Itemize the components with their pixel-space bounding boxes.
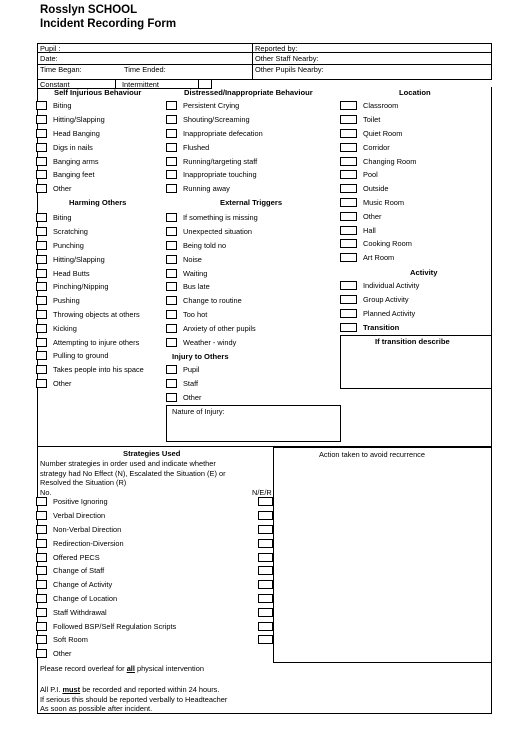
list-item[interactable]: Outside: [340, 182, 416, 196]
number-box[interactable]: [36, 566, 47, 575]
list-item[interactable]: Punching: [36, 239, 144, 253]
transition-describe-label: If transition describe: [375, 337, 450, 346]
checkbox[interactable]: [166, 269, 177, 278]
intermittent-option[interactable]: Intermittent: [122, 79, 159, 89]
self-injurious-list: [36, 99, 105, 196]
list-item[interactable]: Banging arms: [36, 154, 105, 168]
checkbox[interactable]: [36, 184, 47, 193]
list-item[interactable]: Weather - windy: [166, 335, 258, 349]
checkbox[interactable]: [166, 282, 177, 291]
list-item[interactable]: Inappropriate touching: [166, 168, 263, 182]
checkbox[interactable]: [166, 170, 177, 179]
list-item[interactable]: Group Activity: [340, 293, 419, 307]
checkbox[interactable]: [36, 310, 47, 319]
asap-note: As soon as possible after incident.: [40, 704, 153, 713]
checkbox[interactable]: [166, 365, 177, 374]
list-item[interactable]: Planned Activity: [340, 307, 419, 321]
checkbox[interactable]: [166, 227, 177, 236]
checkbox[interactable]: [340, 170, 357, 179]
checkbox[interactable]: [340, 198, 357, 207]
checkbox[interactable]: [36, 143, 47, 152]
list-item[interactable]: Change to routine: [166, 294, 258, 308]
checkbox[interactable]: [36, 351, 47, 360]
checkbox[interactable]: [36, 170, 47, 179]
checkbox[interactable]: [166, 101, 177, 110]
school-name: Rosslyn SCHOOL: [40, 4, 138, 16]
ner-box[interactable]: [258, 608, 273, 617]
distressed-heading: Distressed/Inappropriate Behaviour: [184, 88, 313, 97]
ner-box[interactable]: [258, 635, 273, 644]
list-item[interactable]: [340, 320, 419, 334]
checkbox[interactable]: [340, 295, 357, 304]
list-item[interactable]: Changing Room: [340, 154, 416, 168]
checkbox[interactable]: [340, 309, 357, 318]
other-staff-field[interactable]: Other Staff Nearby:: [255, 54, 319, 63]
ner-box[interactable]: [258, 622, 273, 631]
checkbox[interactable]: [166, 310, 177, 319]
transition-describe-box[interactable]: [340, 335, 492, 389]
injury-to-others-list: [166, 363, 201, 404]
checkbox[interactable]: [166, 115, 177, 124]
ner-box[interactable]: [258, 525, 273, 534]
action-taken-label: Action taken to avoid recurrence: [319, 450, 425, 459]
number-box[interactable]: [36, 649, 47, 658]
checkbox[interactable]: [340, 253, 357, 262]
overleaf-note: Please record overleaf for all physical intervention: [40, 664, 204, 673]
checkbox[interactable]: [36, 379, 47, 388]
list-item[interactable]: Individual Activity: [340, 279, 419, 293]
list-item[interactable]: Toilet: [340, 113, 416, 127]
strategies-instructions-3: Resolved the Situation (R): [40, 478, 127, 487]
ner-box[interactable]: [258, 511, 273, 520]
list-item[interactable]: Noise: [166, 252, 258, 266]
distressed-list: [166, 99, 263, 196]
constant-option[interactable]: Constant: [40, 79, 70, 89]
checkbox[interactable]: [340, 212, 357, 221]
strategies-heading: Strategies Used: [123, 449, 181, 458]
serious-note: If serious this should be reported verbally to Headteacher: [40, 695, 228, 704]
list-item[interactable]: If something is missing: [166, 211, 258, 225]
list-item[interactable]: Redirection-Diversion: [36, 536, 176, 550]
checkbox[interactable]: [166, 379, 177, 388]
list-item[interactable]: Hitting/Slapping: [36, 252, 144, 266]
list-item[interactable]: Biting: [36, 211, 144, 225]
ner-box[interactable]: [258, 580, 273, 589]
list-item[interactable]: Takes people into his space: [36, 363, 144, 377]
details-divider: [252, 43, 253, 80]
checkbox[interactable]: [166, 213, 177, 222]
checkbox[interactable]: [36, 115, 47, 124]
ner-box[interactable]: [258, 539, 273, 548]
list-item[interactable]: Scratching: [36, 225, 144, 239]
list-item[interactable]: Hall: [340, 223, 416, 237]
checkbox[interactable]: [36, 129, 47, 138]
number-box[interactable]: [36, 580, 47, 589]
number-box[interactable]: [36, 553, 47, 562]
checkbox[interactable]: [340, 226, 357, 235]
list-item[interactable]: Being told no: [166, 239, 258, 253]
action-taken-box[interactable]: [273, 447, 492, 663]
checkbox[interactable]: [340, 101, 357, 110]
reported-by-field[interactable]: Reported by:: [255, 43, 298, 53]
number-box[interactable]: [36, 539, 47, 548]
self-injurious-heading: Self Injurious Behaviour: [54, 88, 142, 97]
list-item[interactable]: Soft Room: [36, 633, 176, 647]
number-box[interactable]: [36, 622, 47, 631]
list-item[interactable]: Hitting/Slapping: [36, 113, 105, 127]
time-ended-field[interactable]: Time Ended:: [124, 65, 166, 74]
location-heading: Location: [399, 88, 431, 97]
checkbox[interactable]: [36, 338, 47, 347]
ner-box[interactable]: [258, 566, 273, 575]
checkbox[interactable]: [340, 143, 357, 152]
checkbox[interactable]: [166, 241, 177, 250]
checkbox[interactable]: [340, 281, 357, 290]
pupil-field[interactable]: Pupil :: [40, 43, 61, 53]
list-item[interactable]: Cooking Room: [340, 237, 416, 251]
number-box[interactable]: [36, 497, 47, 506]
checkbox[interactable]: [36, 213, 47, 222]
list-item[interactable]: Other: [36, 377, 144, 391]
checkbox[interactable]: [340, 239, 357, 248]
list-item[interactable]: Pinching/Nipping: [36, 280, 144, 294]
checkbox[interactable]: [340, 115, 357, 124]
harming-others-list: [36, 211, 144, 390]
external-triggers-list: [166, 211, 258, 349]
ner-box[interactable]: [258, 553, 273, 562]
list-item[interactable]: Flushed: [166, 140, 263, 154]
checkbox[interactable]: [166, 324, 177, 333]
list-item[interactable]: Shouting/Screaming: [166, 113, 263, 127]
list-item[interactable]: Other: [340, 209, 416, 223]
list-item[interactable]: Quiet Room: [340, 127, 416, 141]
list-item[interactable]: Change of Activity: [36, 578, 176, 592]
checkbox[interactable]: [36, 296, 47, 305]
form-title: Incident Recording Form: [40, 18, 177, 30]
list-item[interactable]: Anxiety of other pupils: [166, 321, 258, 335]
list-item[interactable]: Head Butts: [36, 266, 144, 280]
list-item[interactable]: Kicking: [36, 321, 144, 335]
time-began-field[interactable]: Time Began:: [40, 65, 82, 74]
checkbox[interactable]: [166, 393, 177, 402]
strategies-list: [36, 495, 176, 661]
ner-box[interactable]: [258, 594, 273, 603]
list-item[interactable]: Other: [36, 647, 176, 661]
pi-note: All P.I. must be recorded and reported within 24 hours.: [40, 685, 220, 694]
list-item[interactable]: Too hot: [166, 308, 258, 322]
number-box[interactable]: [36, 525, 47, 534]
list-item[interactable]: Banging feet: [36, 168, 105, 182]
checkbox[interactable]: [340, 323, 357, 332]
list-item[interactable]: Non-Verbal Direction: [36, 523, 176, 537]
list-item[interactable]: Other: [36, 182, 105, 196]
checkbox[interactable]: [166, 338, 177, 347]
checkbox[interactable]: [166, 129, 177, 138]
activity-list: [340, 279, 419, 334]
checkbox[interactable]: [36, 227, 47, 236]
date-field[interactable]: Date:: [40, 54, 58, 63]
list-item[interactable]: Inappropriate defecation: [166, 127, 263, 141]
checkbox[interactable]: [340, 184, 357, 193]
list-item[interactable]: Attempting to injure others: [36, 335, 144, 349]
number-box[interactable]: [36, 608, 47, 617]
ner-column-label: N/E/R: [252, 488, 272, 497]
external-triggers-heading: External Triggers: [220, 198, 283, 207]
other-pupils-field[interactable]: Other Pupils Nearby:: [255, 65, 324, 74]
list-item[interactable]: Music Room: [340, 196, 416, 210]
checkbox[interactable]: [340, 129, 357, 138]
ner-box[interactable]: [258, 497, 273, 506]
nature-of-injury-box[interactable]: [166, 405, 341, 442]
strategies-instructions-1: Number strategies in order used and indicate whether: [40, 459, 216, 468]
location-list: [340, 99, 416, 265]
checkbox[interactable]: [36, 101, 47, 110]
injury-to-others-heading: Injury to Others: [172, 352, 229, 361]
list-item[interactable]: Art Room: [340, 251, 416, 265]
list-item[interactable]: Classroom: [340, 99, 416, 113]
list-item[interactable]: Digs in nails: [36, 140, 105, 154]
checkbox[interactable]: [166, 143, 177, 152]
checkbox[interactable]: [36, 157, 47, 166]
list-item[interactable]: Biting: [36, 99, 105, 113]
strategies-instructions-2: strategy had No Effect (N), Escalated the Situation (E) or: [40, 468, 226, 478]
list-item[interactable]: Throwing objects at others: [36, 308, 144, 322]
list-item[interactable]: Pool: [340, 168, 416, 182]
list-item[interactable]: Waiting: [166, 266, 258, 280]
number-box[interactable]: [36, 511, 47, 520]
checkbox[interactable]: [36, 255, 47, 264]
checkbox[interactable]: [166, 255, 177, 264]
checkbox[interactable]: [36, 365, 47, 374]
checkbox[interactable]: [166, 296, 177, 305]
number-box[interactable]: [36, 635, 47, 644]
list-item[interactable]: Head Banging: [36, 127, 105, 141]
list-item[interactable]: Running/targeting staff: [166, 154, 263, 168]
list-item[interactable]: Change of Staff: [36, 564, 176, 578]
list-item[interactable]: Pulling to ground: [36, 349, 144, 363]
number-box[interactable]: [36, 594, 47, 603]
number-column-label: No.: [40, 488, 52, 497]
list-item[interactable]: Verbal Direction: [36, 509, 176, 523]
list-item[interactable]: Unexpected situation: [166, 225, 258, 239]
list-item[interactable]: Staff: [166, 377, 201, 391]
checkbox[interactable]: [36, 324, 47, 333]
checkbox[interactable]: [36, 269, 47, 278]
list-item[interactable]: Persistent Crying: [166, 99, 263, 113]
transition-label: Transition: [363, 322, 400, 332]
list-item[interactable]: Pushing: [36, 294, 144, 308]
checkbox[interactable]: [166, 157, 177, 166]
activity-heading: Activity: [410, 268, 438, 277]
list-item[interactable]: Other: [166, 391, 201, 405]
checkbox[interactable]: [166, 184, 177, 193]
nature-of-injury-label: Nature of Injury:: [172, 407, 225, 416]
harming-others-heading: Harming Others: [69, 198, 127, 207]
list-item[interactable]: Bus late: [166, 280, 258, 294]
checkbox[interactable]: [36, 241, 47, 250]
list-item[interactable]: Pupil: [166, 363, 201, 377]
list-item[interactable]: Followed BSP/Self Regulation Scripts: [36, 619, 176, 633]
list-item[interactable]: Corridor: [340, 140, 416, 154]
list-item[interactable]: Offered PECS: [36, 550, 176, 564]
checkbox[interactable]: [340, 157, 357, 166]
list-item[interactable]: Staff Withdrawal: [36, 605, 176, 619]
list-item[interactable]: Running away: [166, 182, 263, 196]
list-item[interactable]: Change of Location: [36, 592, 176, 606]
list-item[interactable]: Positive Ignoring: [36, 495, 176, 509]
checkbox[interactable]: [36, 282, 47, 291]
